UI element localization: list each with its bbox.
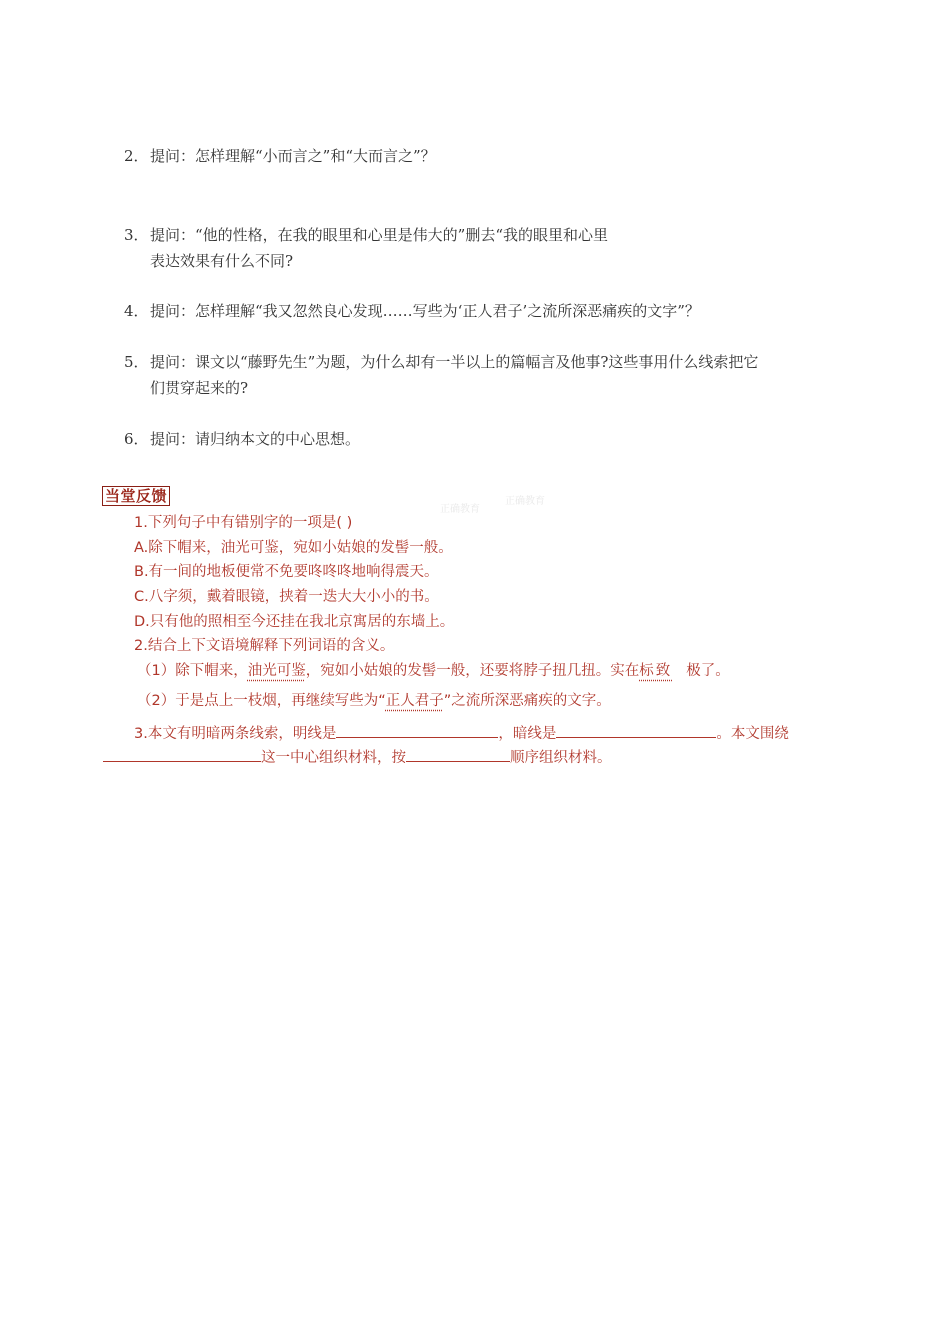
question-2 [124,143,436,169]
question-number: 3． [124,226,149,244]
feedback-question-3 [134,723,789,744]
option-c: C.八字须，戴着眼镜，挟着一迭大大小小的书。 [134,589,439,605]
answer-blank[interactable] [103,747,261,762]
option-a: A.除下帽来，油光可鉴，宛如小姑娘的发髻一般。 [134,540,453,556]
feedback-question-2: 2.结合上下文语境解释下列词语的含义。 [134,638,395,654]
answer-blank[interactable] [406,747,510,762]
answer-blank[interactable] [556,723,716,738]
question-3 [124,222,608,274]
dotted-term: 标致 [639,663,673,679]
question-5 [124,349,758,401]
item-text: 极了。 [686,663,730,679]
answer-blank[interactable] [336,723,498,738]
item-text: ”之流所深恶痛疾的文字。 [443,693,611,709]
question-text: 提问：“他的性格，在我的眼里和心里是伟大的”删去“我的眼里和心里 [150,226,609,244]
question-text-continued: 们贯穿起来的? [150,379,249,397]
question-text-continued: 表达效果有什么不同? [150,252,294,270]
feedback-question-2-item-1 [137,661,730,681]
question-number: 6． [124,430,149,448]
question-number: 5． [124,353,149,371]
question-number: 2． [124,147,149,165]
item-text: 3.本文有明暗两条线索，明线是 [134,726,337,742]
dotted-term: 油光可鉴 [247,663,306,679]
watermark-text: 正确教育 [440,504,480,515]
feedback-question-1: 1.下列句子中有错别字的一项是( ) [134,515,353,531]
dotted-term: 正人君子 [385,693,444,709]
item-text: （2）于是点上一枝烟，再继续写些为“ [137,693,386,709]
feedback-question-3-continued [103,747,612,768]
question-4 [124,298,700,324]
option-b: B.有一间的地板便常不免要咚咚咚地响得震天。 [134,564,439,580]
item-text: 这一中心组织材料，按 [261,750,406,766]
item-text: ，宛如小姑娘的发髻一般，还要将脖子扭几扭。实在 [305,663,640,679]
feedback-section [102,486,170,506]
question-6 [124,426,360,452]
item-text: 顺序组织材料。 [510,750,612,766]
option-d: D.只有他的照相至今还挂在我北京寓居的东墙上。 [134,614,455,630]
question-text: 提问：怎样理解“小而言之”和“大而言之”？ [150,147,436,165]
feedback-question-2-item-2 [137,691,611,711]
watermark-text: 正确教育 [505,496,545,507]
question-text: 提问：请归纳本文的中心思想。 [150,430,361,448]
item-text: （1）除下帽来， [137,663,248,679]
question-text: 提问：课文以“藤野先生”为题，为什么却有一半以上的篇幅言及他事?这些事用什么线索把它 [150,353,759,371]
item-text: ，暗线是 [498,726,557,742]
feedback-title: 当堂反馈 [102,486,170,506]
question-number: 4． [124,302,149,320]
question-text: 提问：怎样理解“我又忽然良心发现……写些为‘正人君子’之流所深恶痛疾的文字”？ [150,302,700,320]
item-text: 。本文围绕 [716,726,789,742]
